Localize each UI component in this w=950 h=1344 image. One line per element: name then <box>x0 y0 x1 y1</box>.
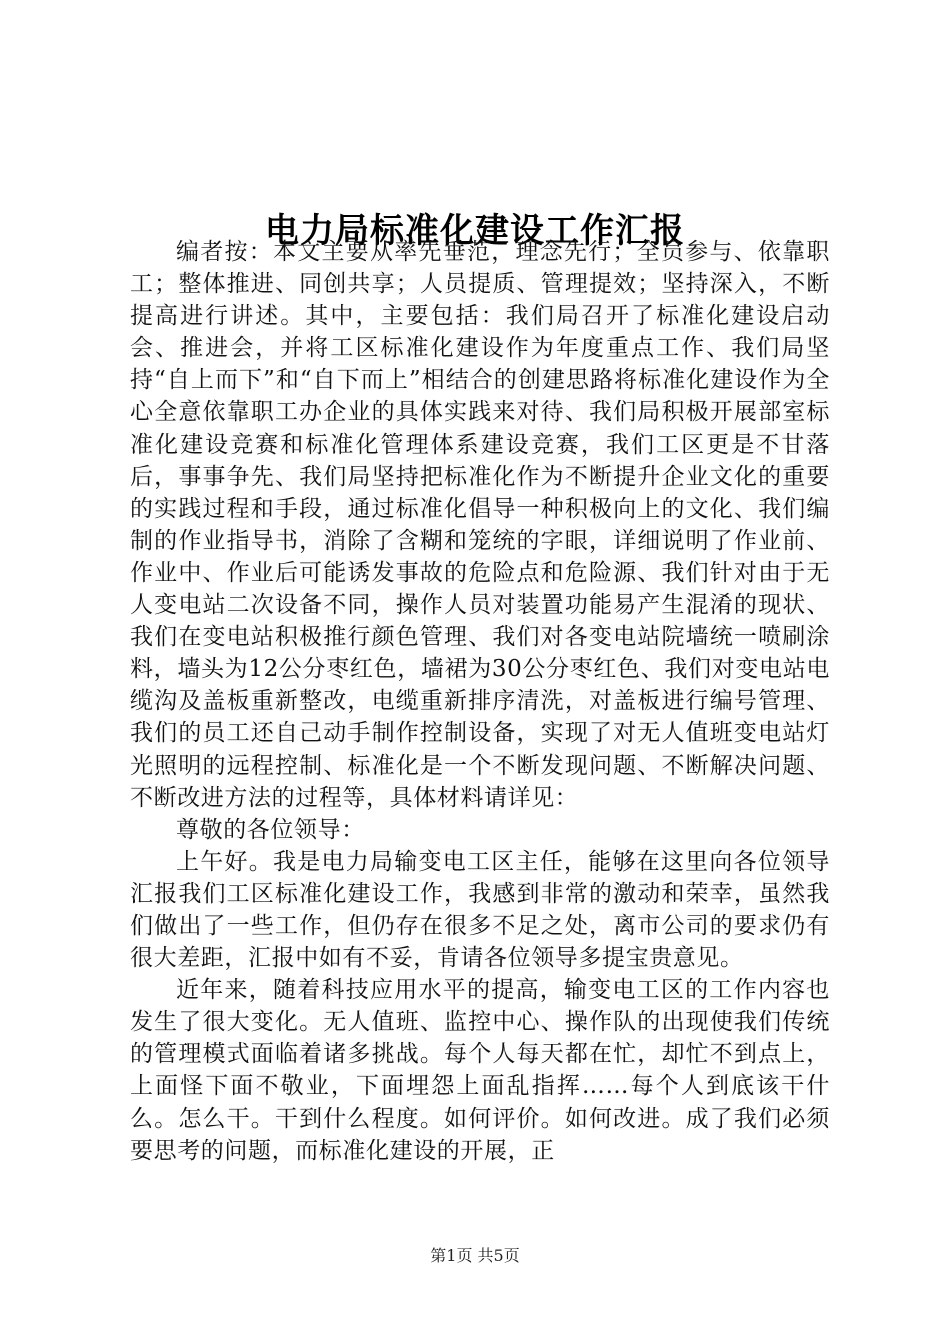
editor-note-paragraph: 编者按：本文主要从率先垂范，理念先行；全员参与、依靠职工；整体推进、同创共享；人员提质、管理提效；坚持深入，不断提高进行讲述。其中，主要包括：我们局召开了标准化建设启动会、推进会，并将工区标准化建设作为年度重点工作、我们局坚持“自上而下”和“自下而上”相结合的创建思路将标准化建设作为全心全意依靠职工办企业的具体实践来对待、我们局积极开展部室标准化建设竞赛和标准化管理体系建设竞赛，我们工区更是不甘落后，事事争先、我们局坚持把标准化作为不断提升企业文化的重要的实践过程和手段，通过标准化倡导一种积极向上的文化、我们编制的作业指导书，消除了含糊和笼统的字眼，详细说明了作业前、作业中、作业后可能诱发事故的危险点和危险源、我们针对由于无人变电站二次设备不同，操作人员对装置功能易产生混淆的现状、我们在变电站积极推行颜色管理、我们对各变电站院墙统一喷刷涂料，墙头为12公分枣红色，墙裙为30公分枣红色、我们对变电站电缆沟及盖板重新整改，电缆重新排序清洗，对盖板进行编号管理、我们的员工还自己动手制作控制设备，实现了对无人值班变电站灯光照明的远程控制、标准化是一个不断发现问题、不断解决问题、不断改进方法的过程等，具体材料请详见： <box>130 239 830 811</box>
salutation-paragraph: 尊敬的各位领导： <box>176 816 365 843</box>
background-paragraph: 近年来，随着科技应用水平的提高，输变电工区的工作内容也发生了很大变化。无人值班、监控中心、操作队的出现使我们传统的管理模式面临着诸多挑战。每个人每天都在忙，却忙不到点上，上面怪下面不敬业，下面埋怨上面乱指挥……每个人到底该干什么。怎么干。干到什么程度。如何评价。如何改进。成了我们必须要思考的问题，而标准化建设的开展，正 <box>130 977 830 1164</box>
page-number-footer: 第1页 共5页 <box>430 1246 520 1265</box>
document-title: 电力局标准化建设工作汇报 <box>265 210 685 251</box>
document-body <box>130 236 830 1167</box>
opening-paragraph: 上午好。我是电力局输变电工区主任，能够在这里向各位领导汇报我们工区标准化建设工作，我感到非常的激动和荣幸，虽然我们做出了一些工作，但仍存在很多不足之处，离市公司的要求仍有很大差距，汇报中如有不妥，肯请各位领导多提宝贵意见。 <box>130 848 830 972</box>
